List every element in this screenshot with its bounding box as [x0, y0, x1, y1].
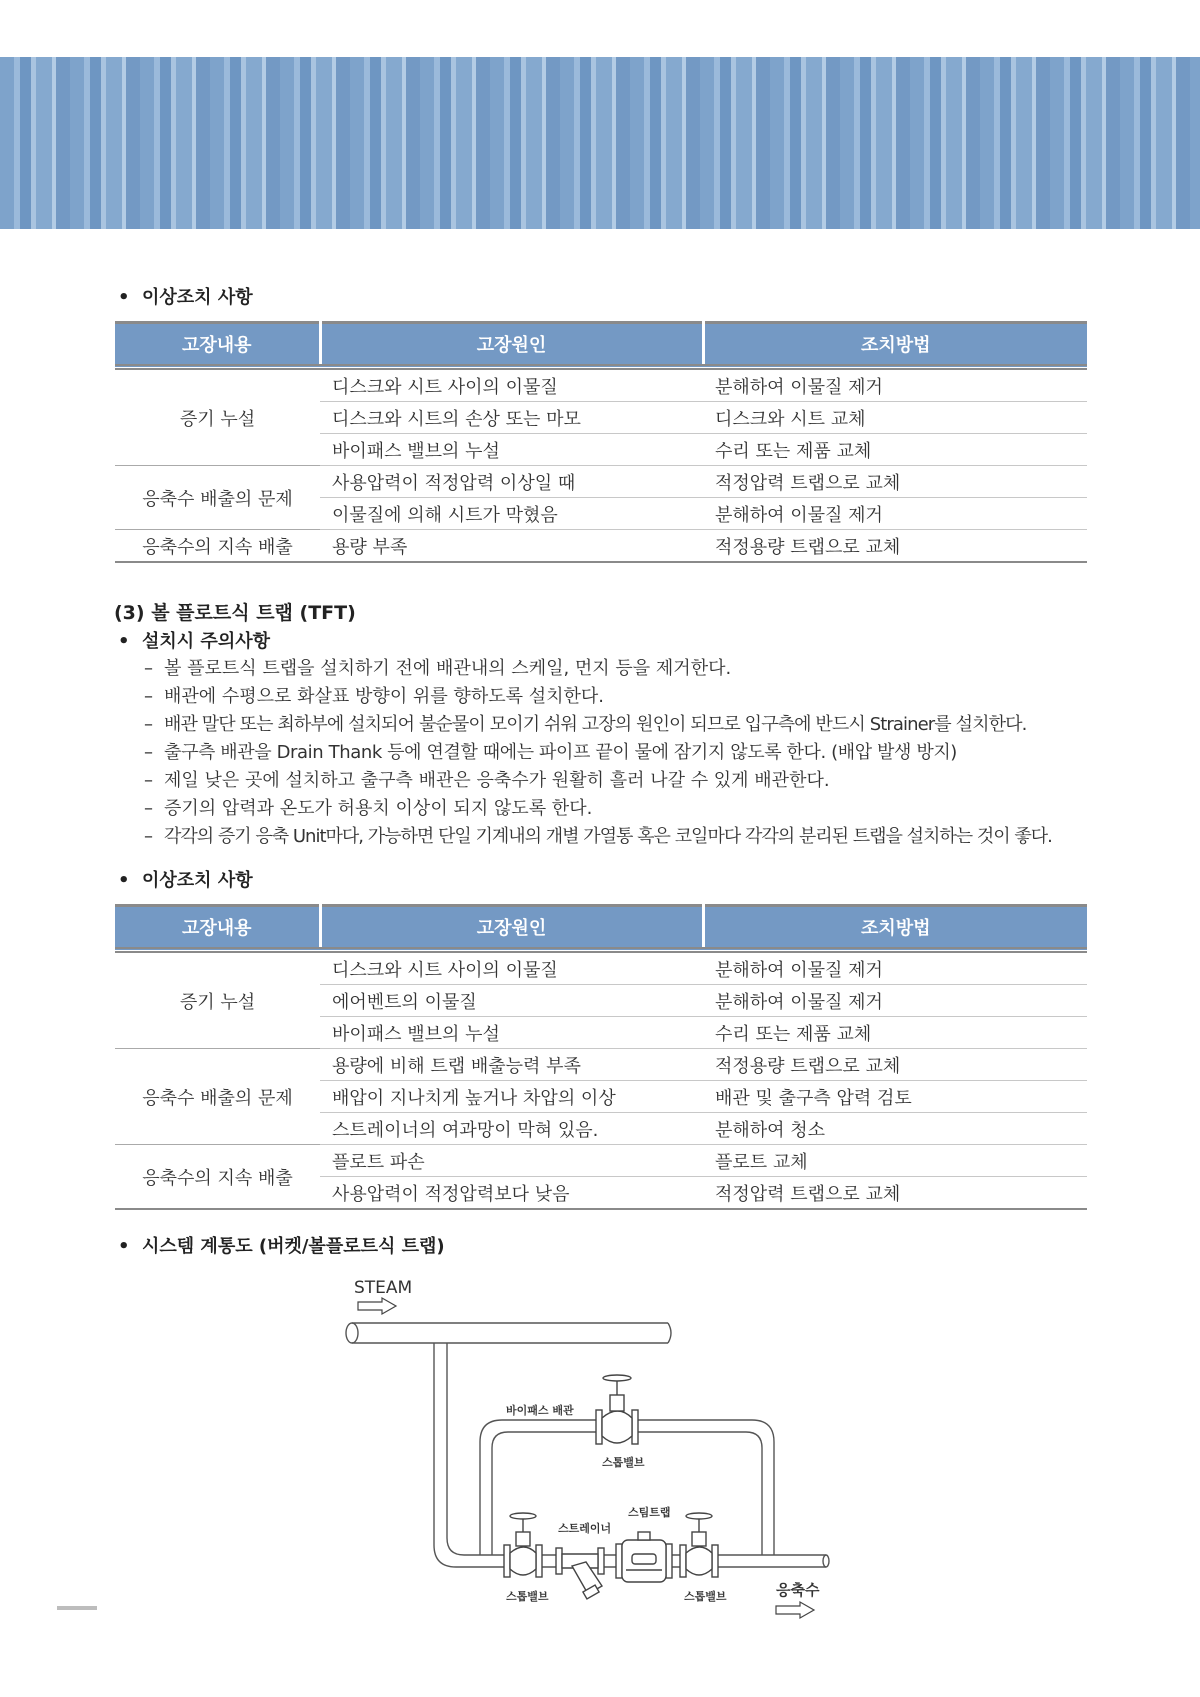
stop-valve-right-label: 스톱밸브	[684, 1590, 727, 1603]
steam-main-pipe	[346, 1323, 671, 1343]
trouble-table-2	[115, 904, 1087, 1210]
action-cell: 배관 및 출구측 압력 검토	[703, 1081, 1087, 1113]
note-text: 배관 말단 또는 최하부에 설치되어 불순물이 모이기 쉬워 고장의 원인이 되므로 입구측에 반드시 Strainer를 설치한다.	[164, 714, 1027, 735]
list-item	[144, 683, 1052, 711]
cause-cell: 용량에 비해 트랩 배출능력 부족	[320, 1049, 703, 1081]
action-cell: 디스크와 시트 교체	[703, 402, 1087, 434]
cause-cell: 배압이 지나치게 높거나 차압의 이상	[320, 1081, 703, 1113]
cause-cell: 바이패스 밸브의 누설	[320, 1017, 703, 1049]
dash: –	[144, 658, 153, 679]
dash: –	[144, 714, 153, 735]
dash: –	[144, 742, 153, 763]
section-title-tft: (3) 볼 플로트식 트랩 (TFT)	[114, 602, 356, 624]
dash: –	[144, 686, 153, 707]
action-cell: 분해하여 청소	[703, 1113, 1087, 1145]
cause-cell: 스트레이너의 여과망이 막혀 있음.	[320, 1113, 703, 1145]
dash: –	[144, 798, 153, 819]
section-heading-system	[118, 1232, 445, 1258]
drop-leg-pipe	[434, 1343, 510, 1567]
stop-valve-left	[504, 1513, 542, 1577]
cause-cell: 플로트 파손	[320, 1145, 703, 1177]
action-cell: 분해하여 이물질 제거	[703, 367, 1087, 402]
steam-arrow-icon	[358, 1298, 396, 1314]
category-cell: 응축수의 지속 배출	[115, 530, 320, 563]
strainer	[556, 1548, 604, 1599]
header-cause: 고장원인	[320, 906, 703, 951]
action-cell: 수리 또는 제품 교체	[703, 1017, 1087, 1049]
category-cell: 응축수 배출의 문제	[115, 466, 320, 530]
section-heading-text: 이상조치 사항	[142, 870, 253, 891]
list-item	[144, 795, 1052, 823]
action-cell: 분해하여 이물질 제거	[703, 498, 1087, 530]
dash: –	[144, 826, 153, 847]
table-row	[115, 530, 1087, 563]
trouble-table-1	[115, 321, 1087, 563]
cause-cell: 디스크와 시트 사이의 이물질	[320, 367, 703, 402]
list-item	[144, 823, 1052, 851]
note-text: 각각의 증기 응축 Unit마다, 가능하면 단일 기계내의 개별 가열통 혹은 코일마다 각각의 분리된 트랩을 설치하는 것이 좋다.	[164, 826, 1052, 847]
bullet: •	[118, 1236, 130, 1257]
cause-cell: 이물질에 의해 시트가 막혔음	[320, 498, 703, 530]
bullet: •	[118, 287, 130, 308]
section-heading-install	[118, 627, 270, 653]
header-fault: 고장내용	[115, 906, 320, 951]
steam-trap	[616, 1532, 672, 1582]
stop-valve-right	[680, 1513, 718, 1577]
section-heading-trouble-2	[118, 866, 253, 892]
action-cell: 적정용량 트랩으로 교체	[703, 530, 1087, 563]
header-action: 조치방법	[703, 906, 1087, 951]
stop-valve-left-label: 스톱밸브	[506, 1590, 549, 1603]
category-cell: 응축수 배출의 문제	[115, 1049, 320, 1145]
bypass-pipe-label: 바이패스 배관	[506, 1404, 574, 1417]
cause-cell: 디스크와 시트 사이의 이물질	[320, 950, 703, 985]
install-notes-list	[144, 655, 1052, 851]
header-fault: 고장내용	[115, 323, 320, 368]
cause-cell: 용량 부족	[320, 530, 703, 563]
note-text: 출구측 배관을 Drain Thank 등에 연결할 때에는 파이프 끝이 물에 잠기지 않도록 한다. (배압 발생 방지)	[164, 742, 957, 763]
action-cell: 수리 또는 제품 교체	[703, 434, 1087, 466]
bullet: •	[118, 631, 130, 652]
table-row	[115, 1049, 1087, 1081]
section-heading-text: 설치시 주의사항	[142, 631, 270, 652]
table-row	[115, 1145, 1087, 1177]
table-row	[115, 466, 1087, 498]
piping-diagram	[340, 1270, 860, 1625]
condensate-label: 응축수	[776, 1581, 820, 1599]
page-marker	[57, 1606, 97, 1610]
note-text: 배관에 수평으로 화살표 방향이 위를 향하도록 설치한다.	[164, 686, 604, 707]
list-item	[144, 655, 1052, 683]
bullet: •	[118, 870, 130, 891]
note-text: 증기의 압력과 온도가 허용치 이상이 되지 않도록 한다.	[164, 798, 593, 819]
action-cell: 적정용량 트랩으로 교체	[703, 1049, 1087, 1081]
header-banner	[0, 57, 1200, 229]
note-text: 제일 낮은 곳에 설치하고 출구측 배관은 응축수가 원활히 흘러 나갈 수 있게 배관한다.	[164, 770, 830, 791]
strainer-label: 스트레이너	[558, 1522, 612, 1535]
stop-valve-bypass	[596, 1375, 638, 1444]
list-item	[144, 739, 1052, 767]
list-item	[144, 767, 1052, 795]
section-heading-text: 이상조치 사항	[142, 287, 253, 308]
system-diagram	[340, 1270, 860, 1625]
category-cell: 증기 누설	[115, 950, 320, 1049]
stop-valve-top-label: 스톱밸브	[602, 1456, 645, 1469]
action-cell: 적정압력 트랩으로 교체	[703, 1177, 1087, 1210]
condensate-arrow-icon	[776, 1602, 814, 1618]
list-item	[144, 711, 1052, 739]
header-action: 조치방법	[703, 323, 1087, 368]
section-heading-trouble-1	[118, 283, 253, 309]
category-cell: 증기 누설	[115, 367, 320, 466]
steam-trap-label: 스팀트랩	[628, 1506, 671, 1519]
note-text: 볼 플로트식 트랩을 설치하기 전에 배관내의 스케일, 먼지 등을 제거한다.	[164, 658, 732, 679]
section-heading-text: 시스템 계통도 (버켓/볼플로트식 트랩)	[142, 1236, 445, 1257]
cause-cell: 디스크와 시트의 손상 또는 마모	[320, 402, 703, 434]
cause-cell: 사용압력이 적정압력 이상일 때	[320, 466, 703, 498]
cause-cell: 바이패스 밸브의 누설	[320, 434, 703, 466]
cause-cell: 사용압력이 적정압력보다 낮음	[320, 1177, 703, 1210]
action-cell: 분해하여 이물질 제거	[703, 950, 1087, 985]
table-row	[115, 950, 1087, 985]
action-cell: 분해하여 이물질 제거	[703, 985, 1087, 1017]
table-row	[115, 367, 1087, 402]
dash: –	[144, 770, 153, 791]
cause-cell: 에어벤트의 이물질	[320, 985, 703, 1017]
action-cell: 플로트 교체	[703, 1145, 1087, 1177]
action-cell: 적정압력 트랩으로 교체	[703, 466, 1087, 498]
header-cause: 고장원인	[320, 323, 703, 368]
category-cell: 응축수의 지속 배출	[115, 1145, 320, 1210]
steam-label: STEAM	[354, 1278, 413, 1298]
